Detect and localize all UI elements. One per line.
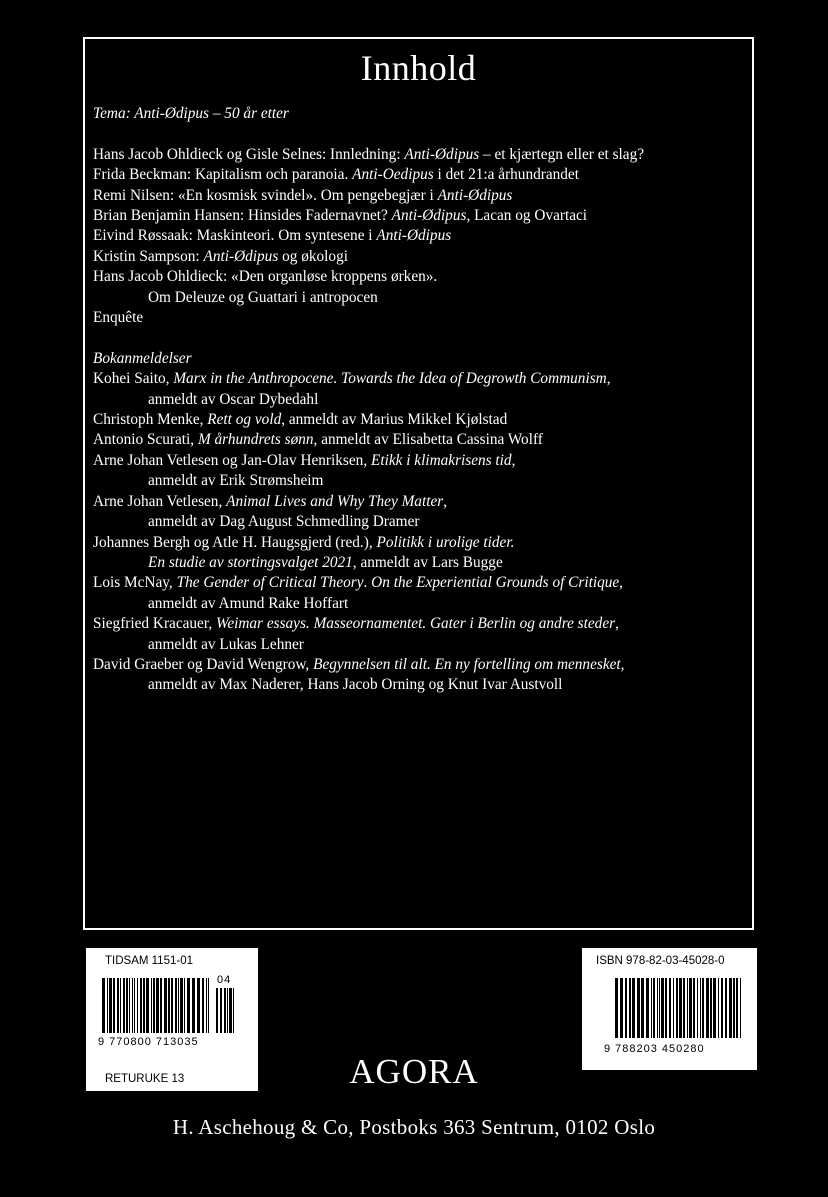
barcode-bar xyxy=(117,978,119,1033)
barcode-bar xyxy=(629,978,631,1038)
article-entry: Remi Nilsen: «En kosmisk svindel». Om pengebegjær i Anti-Ødipus xyxy=(93,186,513,204)
barcode-bar xyxy=(160,978,162,1033)
barcode-bar xyxy=(702,978,704,1038)
barcode-bar xyxy=(710,978,712,1038)
review-entry: Arne Johan Vetlesen og Jan-Olav Henriksen, Etikk i klimakrisens tid, xyxy=(93,451,516,469)
barcode-bar xyxy=(229,988,232,1033)
article-entry: Om Deleuze og Guattari i antropocen xyxy=(148,288,378,306)
isbn-text: ISBN 978-82-03-45028-0 xyxy=(596,955,725,967)
review-entry: Lois McNay, The Gender of Critical Theory. On the Experiential Grounds of Critique, xyxy=(93,574,623,592)
article-entry: Enquête xyxy=(93,309,144,327)
barcode-bar xyxy=(659,978,660,1038)
barcode-bar xyxy=(102,978,105,1033)
barcode-bar xyxy=(736,978,738,1038)
issn-digits: 9 770800 713035 xyxy=(98,1036,199,1048)
barcode-bar xyxy=(679,978,682,1038)
barcode-bar xyxy=(184,978,185,1033)
barcode-bar xyxy=(653,978,655,1038)
barcode-bar xyxy=(718,978,719,1038)
barcode-bar xyxy=(693,978,695,1038)
theme-heading: Tema: Anti-Ødipus – 50 år etter xyxy=(93,105,289,122)
barcode-bar xyxy=(673,978,674,1038)
review-entry: Arne Johan Vetlesen, Animal Lives and Why They Matter, xyxy=(93,492,448,510)
barcode-bar xyxy=(669,978,671,1038)
barcode-bar xyxy=(123,978,125,1033)
barcode-bar xyxy=(651,978,652,1038)
barcode-bar xyxy=(156,978,159,1033)
review-entry: Johannes Bergh og Atle H. Haugsgjerd (red.), Politikk i urolige tider. xyxy=(93,533,515,551)
review-entry: anmeldt av Lukas Lehner xyxy=(148,635,304,653)
barcode-bar xyxy=(733,978,735,1038)
barcode-bar xyxy=(202,978,204,1033)
barcode-bar xyxy=(109,978,112,1033)
review-entry: anmeldt av Amund Rake Hoffart xyxy=(148,594,349,612)
review-entry: Siegfried Kracauer, Weimar essays. Masseornamentet. Gater i Berlin og andre steder, xyxy=(93,615,619,633)
review-entry: David Graeber og David Wengrow, Begynnelsen til alt. En ny fortelling om mennesket, xyxy=(93,655,625,673)
barcode-bar xyxy=(208,978,209,1033)
barcode-bar xyxy=(676,978,678,1038)
table-of-contents xyxy=(93,104,743,696)
barcode-bar xyxy=(153,978,155,1033)
review-entry: anmeldt av Erik Strømsheim xyxy=(148,472,324,490)
review-entry: Antonio Scurati, M århundrets sønn, anmeldt av Elisabetta Cassina Wolff xyxy=(93,431,543,449)
barcode-bar xyxy=(126,978,128,1033)
barcode-bar xyxy=(140,978,142,1033)
barcode-bar xyxy=(192,978,195,1033)
barcode-bar xyxy=(151,978,152,1033)
review-entry: anmeldt av Oscar Dybedahl xyxy=(148,390,319,408)
barcode-bar xyxy=(700,978,701,1038)
barcode-bar xyxy=(706,978,709,1038)
review-entry: anmeldt av Max Naderer, Hans Jacob Orning og Knut Ivar Austvoll xyxy=(148,676,563,694)
barcode-bar xyxy=(729,978,732,1038)
barcode-bar xyxy=(641,978,644,1038)
review-entry: Christoph Menke, Rett og vold, anmeldt av Marius Mikkel Kjølstad xyxy=(93,411,508,429)
barcode-bar xyxy=(683,978,685,1038)
barcode-bar xyxy=(697,978,698,1038)
barcode-bar xyxy=(129,978,130,1033)
barcode-bar xyxy=(187,978,190,1033)
barcode-bar xyxy=(661,978,664,1038)
barcode-bar xyxy=(632,978,635,1038)
barcode-bar xyxy=(168,978,170,1033)
barcode-bar xyxy=(164,978,167,1033)
barcode-bar xyxy=(615,978,618,1038)
barcode-bar xyxy=(206,978,207,1033)
article-list xyxy=(93,145,743,329)
barcode-bar xyxy=(637,978,640,1038)
journal-logo: AGORA xyxy=(349,1052,479,1091)
return-week-label: RETURUKE 13 xyxy=(105,1073,185,1085)
barcode-bar xyxy=(740,978,741,1038)
barcode-bar xyxy=(146,978,149,1033)
barcode-bar xyxy=(120,978,121,1033)
article-entry: Kristin Sampson: Anti-Ødipus og økologi xyxy=(93,247,348,265)
barcode-bar xyxy=(665,978,667,1038)
barcode-bar xyxy=(625,978,627,1038)
issn-barcode xyxy=(102,978,212,1033)
barcode-bar xyxy=(233,988,234,1033)
issn-addon-barcode xyxy=(216,988,238,1033)
barcode-bar xyxy=(646,978,649,1038)
review-list xyxy=(93,369,743,696)
reviews-heading: Bokanmeldelser xyxy=(93,349,192,367)
publisher-address: H. Aschehoug & Co, Postboks 363 Sentrum, 0102 Oslo xyxy=(172,1115,656,1139)
review-entry: En studie av stortingsvalget 2021, anmeldt av Lars Bugge xyxy=(148,553,503,571)
barcode-bar xyxy=(113,978,115,1033)
barcode-bar xyxy=(687,978,688,1038)
barcode-bar xyxy=(180,978,183,1033)
barcode-bar xyxy=(178,978,179,1033)
isbn-barcode xyxy=(615,978,743,1038)
article-entry: Frida Beckman: Kapitalism och paranoia. Anti-Oedipus i det 21:a århundrandet xyxy=(93,166,579,184)
barcode-bar xyxy=(721,978,723,1038)
barcode-bar xyxy=(107,978,108,1033)
barcode-bar xyxy=(689,978,692,1038)
barcode-bar xyxy=(224,988,226,1033)
contents-frame xyxy=(83,37,754,930)
barcode-bar xyxy=(143,978,145,1033)
barcode-bar xyxy=(134,978,135,1033)
barcode-bar xyxy=(220,988,222,1033)
barcode-bar xyxy=(620,978,623,1038)
article-entry: Hans Jacob Ohldieck og Gisle Selnes: Innledning: Anti-Ødipus – et kjærtegn eller et slag? xyxy=(93,145,645,163)
issn-code: TIDSAM 1151-01 xyxy=(105,955,193,967)
page-title: Innhold xyxy=(360,48,477,88)
article-entry: Brian Benjamin Hansen: Hinsides Fadernavnet? Anti-Ødipus, Lacan og Ovartaci xyxy=(93,207,588,225)
isbn-digits: 9 788203 450280 xyxy=(604,1043,705,1055)
review-entry: anmeldt av Dag August Schmedling Dramer xyxy=(148,513,420,531)
barcode-bar xyxy=(657,978,658,1038)
barcode-bar xyxy=(216,988,218,1033)
review-entry: Kohei Saito, Marx in the Anthropocene. Towards the Idea of Degrowth Communism, xyxy=(93,370,611,388)
barcode-bar xyxy=(132,978,133,1033)
barcode-bar xyxy=(713,978,716,1038)
issn-addon-digits: 04 xyxy=(217,974,232,986)
barcode-bar xyxy=(137,978,138,1033)
article-entry: Hans Jacob Ohldieck: «Den organløse kroppens ørken». xyxy=(93,268,438,286)
article-entry: Eivind Røssaak: Maskinteori. Om syntesene i Anti-Ødipus xyxy=(93,227,452,245)
barcode-bar xyxy=(171,978,173,1033)
barcode-bar xyxy=(197,978,200,1033)
barcode-bar xyxy=(175,978,177,1033)
barcode-bar xyxy=(725,978,727,1038)
barcode-bar xyxy=(227,988,228,1033)
